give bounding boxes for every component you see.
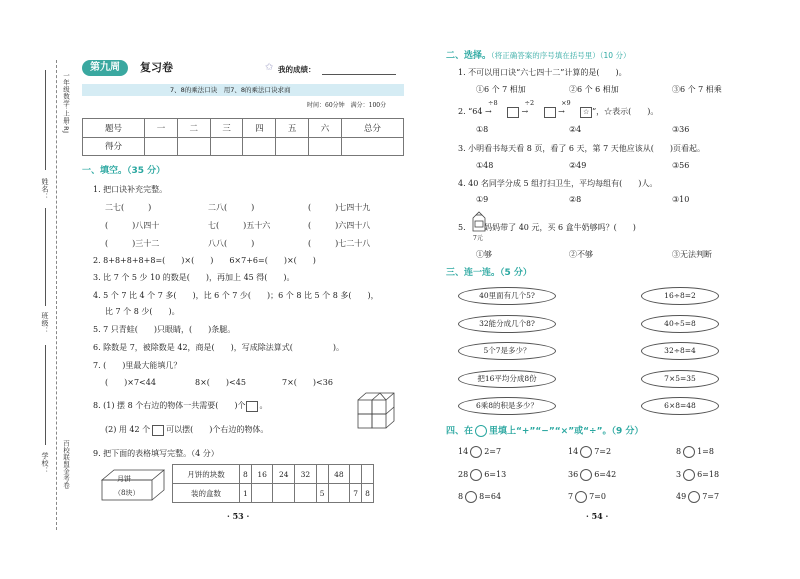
stacked-cubes-icon bbox=[356, 390, 406, 434]
q2-arrow: ÷2 → bbox=[521, 99, 535, 116]
score-header: 三 bbox=[210, 119, 243, 138]
choice-option[interactable]: ②6 个 6 相加 bbox=[569, 85, 619, 94]
school-label: 学校： bbox=[41, 452, 49, 475]
q1-blank[interactable]: ( )六四十八 bbox=[308, 221, 371, 230]
operand: 6=42 bbox=[594, 470, 617, 479]
operand: 8 bbox=[458, 492, 464, 501]
match-right-item[interactable]: 40÷5=8 bbox=[641, 315, 719, 333]
operand: 6=13 bbox=[484, 470, 507, 479]
mooncake-box-label: 月饼 bbox=[117, 475, 131, 483]
footer-series-label: 百校联盟金考卷 bbox=[62, 440, 70, 489]
q6-text[interactable]: 6. 除数是 7，被除数是 42，商是( )，写成除法算式( )。 bbox=[93, 343, 345, 352]
score-header: 题号 bbox=[83, 119, 145, 138]
score-cell[interactable] bbox=[177, 137, 210, 156]
section2-title-text: 二、选择。 bbox=[446, 51, 492, 61]
match-left-item[interactable]: 5个7是多少？ bbox=[458, 342, 556, 360]
operator-circle[interactable] bbox=[470, 446, 482, 458]
mooncake-count-row bbox=[173, 465, 374, 484]
q8-line2-text: (2) 用 42 个 bbox=[105, 425, 151, 434]
mooncake-table bbox=[172, 464, 374, 503]
cell[interactable]: 7 bbox=[350, 484, 362, 503]
score-header-row bbox=[83, 119, 404, 138]
week-badge-text: 第九周 bbox=[90, 62, 120, 73]
match-right-item[interactable]: 32÷8=4 bbox=[641, 342, 719, 360]
q2-op3: ×9 bbox=[561, 99, 571, 107]
choice-option[interactable]: ③36 bbox=[672, 125, 690, 134]
page-title: 复习卷 bbox=[140, 61, 173, 74]
q7-text: 7. ( )里最大能填几？ bbox=[93, 361, 182, 370]
choice-option[interactable]: ③10 bbox=[672, 195, 690, 204]
choice-option[interactable]: ①9 bbox=[476, 195, 489, 204]
score-cell[interactable] bbox=[145, 137, 178, 156]
week-badge bbox=[82, 60, 128, 76]
score-header: 二 bbox=[177, 119, 210, 138]
choice-option[interactable]: ③56 bbox=[672, 161, 690, 170]
name-label: 姓名： bbox=[41, 178, 49, 201]
operand: 7=0 bbox=[589, 492, 606, 501]
choice-option[interactable]: ①8 bbox=[476, 125, 489, 134]
cell[interactable]: 5 bbox=[316, 484, 328, 503]
section4-title-a: 四、在 bbox=[446, 426, 474, 437]
match-right-item[interactable]: 16÷8=2 bbox=[641, 287, 719, 305]
row-label: 月饼的块数 bbox=[173, 465, 240, 484]
operator-circle[interactable] bbox=[683, 446, 695, 458]
choice-option[interactable]: ①够 bbox=[476, 250, 492, 259]
operand: 28 bbox=[458, 470, 469, 479]
star-icon: ✩ bbox=[265, 62, 274, 73]
q3-text[interactable]: 3. 比 7 个 5 少 10 的数是( )，再加上 45 得( )。 bbox=[93, 273, 295, 282]
q1-blank[interactable]: 二七( ) bbox=[105, 203, 152, 212]
q9-text: 9. 把下面的表格填写完整。（4 分） bbox=[93, 449, 219, 458]
choice-option[interactable]: ③无法判断 bbox=[672, 250, 712, 259]
operand: 8 bbox=[676, 447, 682, 456]
section1-title: 一、填空。（35 分） bbox=[82, 166, 166, 176]
q8-line1-end: 。 bbox=[259, 401, 268, 410]
cell[interactable] bbox=[295, 484, 317, 503]
choice-option[interactable]: ②不够 bbox=[569, 250, 593, 259]
class-line bbox=[45, 208, 46, 306]
operand: 6=18 bbox=[697, 470, 720, 479]
section4-title bbox=[446, 425, 643, 438]
cell[interactable]: 24 bbox=[273, 465, 295, 484]
q4-text-line2[interactable]: 比 7 个 8 少( )。 bbox=[105, 307, 180, 316]
operator-item[interactable] bbox=[676, 446, 714, 458]
class-label: 班级： bbox=[41, 312, 49, 335]
q1-blank[interactable]: ( )七二十八 bbox=[308, 239, 371, 248]
q4-text-line1[interactable]: 4. 5 个 7 比 4 个 7 多( )，比 6 个 7 少( )；6 个 8 比 5 个 8 多( )， bbox=[93, 291, 379, 300]
cube-icon bbox=[152, 425, 164, 436]
operand: 49 bbox=[676, 492, 687, 501]
q8-line2[interactable] bbox=[105, 424, 268, 436]
cell[interactable] bbox=[362, 465, 374, 484]
choice-option[interactable]: ③6 个 7 相乘 bbox=[672, 85, 722, 94]
q2-text[interactable]: 2. 8+8+8+8+8=( )×( ) 6×7+6=( )×( ) bbox=[93, 256, 316, 265]
cell[interactable]: 48 bbox=[328, 465, 350, 484]
blank-square[interactable] bbox=[544, 107, 556, 118]
page-number-right: · 54 · bbox=[586, 511, 609, 521]
q1-blank[interactable]: 八八( ) bbox=[208, 239, 255, 248]
operand: 7=2 bbox=[594, 447, 612, 456]
operand: 7=7 bbox=[702, 492, 720, 501]
q8-line1[interactable] bbox=[93, 400, 267, 412]
q2-end: ”，☆表示( )。 bbox=[592, 107, 659, 116]
choice-option[interactable]: ②8 bbox=[569, 195, 582, 204]
operand: 14 bbox=[568, 447, 579, 456]
choice-option[interactable]: ②49 bbox=[569, 161, 587, 170]
q7-blank[interactable]: ( )×7<44 bbox=[105, 378, 156, 387]
q1-blank[interactable]: 二八( ) bbox=[208, 203, 255, 212]
my-score-label: 我的成绩： bbox=[278, 65, 316, 74]
score-header: 总分 bbox=[341, 119, 403, 138]
cell[interactable] bbox=[350, 465, 362, 484]
operator-item[interactable] bbox=[568, 469, 616, 481]
row-label: 装的盒数 bbox=[173, 484, 240, 503]
score-row-label: 得分 bbox=[83, 137, 145, 156]
q8-line2-end: 可以摆( )个右边的物体。 bbox=[166, 425, 269, 434]
operator-circle[interactable] bbox=[465, 491, 477, 503]
circle-icon bbox=[475, 425, 487, 437]
binding-margin bbox=[0, 0, 72, 579]
q5-text[interactable]: 5. 7 只青蛙( )只眼睛，( )条腿。 bbox=[93, 325, 236, 334]
q2-arrow: ×9 → bbox=[558, 99, 571, 116]
score-row bbox=[83, 137, 404, 156]
q1-blank[interactable]: ( )七四十九 bbox=[308, 203, 371, 212]
series-label: 一年级数学·上册·RJ bbox=[62, 72, 70, 134]
page-number-left: · 53 · bbox=[227, 511, 250, 521]
operator-item[interactable] bbox=[458, 469, 506, 481]
match-left-item[interactable]: 40里面有几个5? bbox=[458, 287, 556, 305]
name-line bbox=[45, 70, 46, 170]
score-cell[interactable] bbox=[243, 137, 276, 156]
score-cell[interactable] bbox=[210, 137, 243, 156]
operand: 2=7 bbox=[484, 447, 502, 456]
cut-line bbox=[56, 60, 57, 530]
operator-circle[interactable] bbox=[470, 469, 482, 481]
cell[interactable]: 8 bbox=[362, 484, 374, 503]
operand: 3 bbox=[676, 470, 682, 479]
my-score-line bbox=[322, 74, 396, 75]
operator-circle[interactable] bbox=[575, 491, 587, 503]
operator-circle[interactable] bbox=[580, 469, 592, 481]
choice-option[interactable]: ②4 bbox=[569, 125, 582, 134]
q1-blank[interactable]: ( )八四十 bbox=[105, 221, 160, 230]
section2-title bbox=[446, 50, 630, 62]
score-header: 五 bbox=[276, 119, 309, 138]
operator-item[interactable] bbox=[568, 491, 606, 503]
q2-arrow: ÷8 → bbox=[485, 99, 498, 116]
q1-text: 1. 把口诀补充完整。 bbox=[93, 185, 168, 194]
choice-option[interactable]: ①6 个 7 相加 bbox=[476, 85, 526, 94]
score-header: 四 bbox=[243, 119, 276, 138]
cell[interactable] bbox=[273, 484, 295, 503]
choice-q5-text[interactable]: 5. 妈妈带了 40 元，买 6 盒牛奶够吗？( ) bbox=[458, 223, 636, 232]
q1-blank[interactable]: ( )三十二 bbox=[105, 239, 160, 248]
cell[interactable] bbox=[328, 484, 350, 503]
score-header: 一 bbox=[145, 119, 178, 138]
operand: 14 bbox=[458, 447, 469, 456]
section4-title-b: 里填上“+”“−”“×”或“÷”。（9 分） bbox=[489, 426, 644, 437]
score-cell[interactable] bbox=[341, 137, 403, 156]
cell[interactable]: 1 bbox=[240, 484, 252, 503]
choice-q4-text[interactable]: 4. 40 名同学分成 5 组打扫卫生，平均每组有( )人。 bbox=[458, 179, 658, 188]
q2-start: 2. “64 bbox=[458, 107, 483, 116]
milk-price: 7元 bbox=[473, 235, 483, 242]
cell[interactable]: 16 bbox=[251, 465, 273, 484]
match-right-item[interactable]: 7×5=35 bbox=[641, 370, 719, 388]
operand: 8=64 bbox=[479, 492, 502, 501]
operator-item[interactable] bbox=[676, 469, 719, 481]
operator-item[interactable] bbox=[458, 446, 501, 458]
cube-icon bbox=[246, 401, 258, 412]
star-box-icon: ☆ bbox=[580, 107, 592, 118]
operator-item[interactable] bbox=[458, 491, 501, 503]
match-right-item[interactable]: 6×8=48 bbox=[641, 397, 719, 415]
q7-blank[interactable]: 7×( )<36 bbox=[282, 378, 333, 387]
mooncake-box-count: （8块） bbox=[114, 489, 140, 497]
q1-blank[interactable]: 七( )五十六 bbox=[208, 221, 271, 230]
q2-op1: ÷8 bbox=[488, 99, 498, 107]
choice-option[interactable]: ①48 bbox=[476, 161, 494, 170]
choice-q3-text[interactable]: 3. 小明看书每天看 8 页，看了 6 天，第 7 天他应该从( )页看起。 bbox=[458, 144, 705, 153]
operand: 36 bbox=[568, 470, 579, 479]
match-left-item[interactable]: 6乘8的积是多少？ bbox=[458, 397, 556, 415]
operand: 1=8 bbox=[697, 447, 714, 456]
operator-circle[interactable] bbox=[580, 446, 592, 458]
match-left-item[interactable]: 把16平均分成8份 bbox=[458, 370, 556, 388]
score-cell[interactable] bbox=[309, 137, 342, 156]
score-header: 六 bbox=[309, 119, 342, 138]
section2-title-note: （将正确答案的序号填在括号里）（10 分） bbox=[491, 51, 631, 60]
match-left-item[interactable]: 32能分成几个8? bbox=[458, 315, 556, 333]
mooncake-box-row bbox=[173, 484, 374, 503]
operator-circle[interactable] bbox=[683, 469, 695, 481]
cell[interactable]: 8 bbox=[240, 465, 252, 484]
cell[interactable] bbox=[251, 484, 273, 503]
choice-q1-text[interactable]: 1. 不可以用口诀“六七四十二”计算的是( )。 bbox=[458, 68, 627, 77]
school-line bbox=[45, 345, 46, 445]
choice-q2-text[interactable] bbox=[458, 99, 659, 118]
subtitle: 7、8的乘法口诀 用7、8的乘法口诀求商 bbox=[170, 86, 291, 94]
time-info: 时间：60分钟 满分：100分 bbox=[307, 102, 387, 109]
cell[interactable]: 32 bbox=[295, 465, 317, 484]
q7-blank[interactable]: 8×( )<45 bbox=[195, 378, 246, 387]
score-table bbox=[82, 118, 404, 156]
operator-item[interactable] bbox=[568, 446, 611, 458]
score-cell[interactable] bbox=[276, 137, 309, 156]
q2-op2: ÷2 bbox=[524, 99, 535, 107]
q8-line1-text: 8. (1) 摆 8 个右边的物体一共需要( )个 bbox=[93, 401, 246, 410]
blank-square[interactable] bbox=[507, 107, 519, 118]
operand: 7 bbox=[568, 492, 574, 501]
cell[interactable] bbox=[316, 465, 328, 484]
milk-carton-icon bbox=[471, 210, 487, 232]
operator-item[interactable] bbox=[676, 491, 719, 503]
section3-title: 三、连一连。（5 分） bbox=[446, 268, 532, 278]
operator-circle[interactable] bbox=[688, 491, 700, 503]
